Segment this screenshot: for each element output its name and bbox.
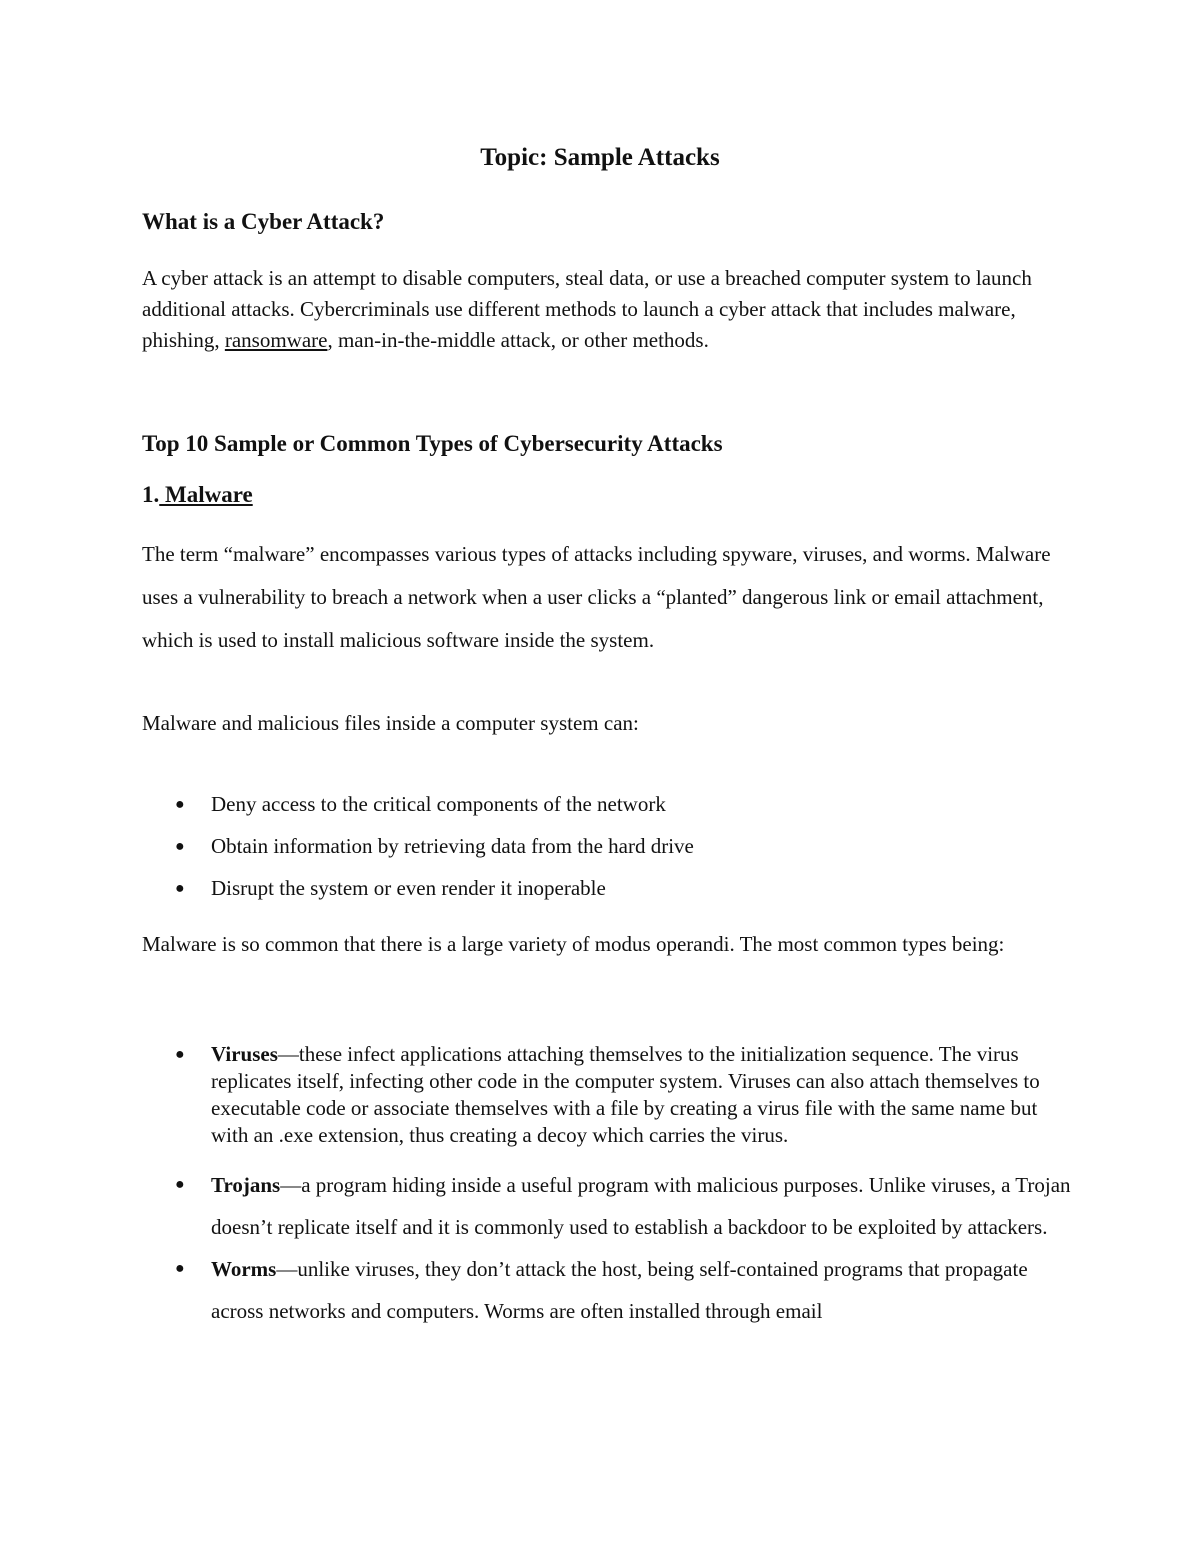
malware-heading-label: Malware bbox=[159, 482, 253, 507]
list-item bbox=[142, 874, 1072, 903]
list-item bbox=[142, 790, 1072, 819]
bullet-icon: ● bbox=[175, 880, 185, 897]
ransomware-link[interactable]: ransomware bbox=[224, 328, 328, 352]
bullet-icon: ● bbox=[175, 838, 185, 855]
list-item-trojans bbox=[142, 1164, 1072, 1248]
type-description: —these infect applications attaching themselves to the initialization sequence. The virus replicates itself, infecting other code in the computer system. Viruses can also attach themselves to executable code or associate themselves with a file by creating a virus file with the same name but with an .exe extension, thus creating a decoy which carries the virus. bbox=[211, 1042, 1040, 1147]
intro-text-start: A cyber attack is an attempt to disable computers, steal data, or use a breached computer system to launch additional attacks. Cybercriminals use different methods to launch a cyber attack that includes malware, phishing, bbox=[142, 266, 1032, 352]
type-name: Viruses bbox=[211, 1042, 278, 1066]
section-heading-cyber-attack: What is a Cyber Attack? bbox=[142, 209, 385, 234]
list-item-text: Obtain information by retrieving data from the hard drive bbox=[211, 834, 694, 858]
intro-paragraph bbox=[142, 263, 1072, 356]
type-description: —a program hiding inside a useful program with malicious purposes. Unlike viruses, a Trojan doesn’t replicate itself and it is commonly used to establish a backdoor to be exploited by attackers. bbox=[211, 1173, 1071, 1239]
malware-can-intro: Malware and malicious files inside a computer system can: bbox=[142, 711, 639, 735]
malware-paragraph: The term “malware” encompasses various types of attacks including spyware, viruses, and worms. Malware uses a vulnerability to breach a network when a user clicks a “planted” dangerous link or email attachment, which is used to install malicious software inside the system. bbox=[142, 542, 1051, 652]
bullet-icon: ● bbox=[175, 1260, 185, 1277]
list-item-text: Disrupt the system or even render it inoperable bbox=[211, 876, 606, 900]
malware-types-intro: Malware is so common that there is a large variety of modus operandi. The most common types being: bbox=[142, 932, 1005, 956]
list-item bbox=[142, 832, 1072, 861]
bullet-icon: ● bbox=[175, 796, 185, 813]
bullet-icon: ● bbox=[175, 1176, 185, 1193]
type-description: —unlike viruses, they don’t attack the host, being self-contained programs that propagate across networks and computers. Worms are often installed through email bbox=[211, 1257, 1028, 1323]
type-name: Worms bbox=[211, 1257, 277, 1281]
list-item-text: Deny access to the critical components of the network bbox=[211, 792, 666, 816]
malware-number: 1. bbox=[142, 482, 160, 507]
malware-effects-list bbox=[142, 790, 1072, 916]
intro-text-end: , man-in-the-middle attack, or other methods. bbox=[327, 328, 709, 352]
type-name: Trojans bbox=[211, 1173, 281, 1197]
malware-heading bbox=[142, 480, 253, 510]
list-item-viruses bbox=[142, 1041, 1072, 1149]
list-item-worms bbox=[142, 1248, 1072, 1332]
bullet-icon: ● bbox=[175, 1046, 185, 1063]
section-heading-top-10: Top 10 Sample or Common Types of Cybersecurity Attacks bbox=[142, 431, 723, 456]
malware-types-list bbox=[142, 1041, 1072, 1332]
page-title: Topic: Sample Attacks bbox=[480, 144, 720, 171]
